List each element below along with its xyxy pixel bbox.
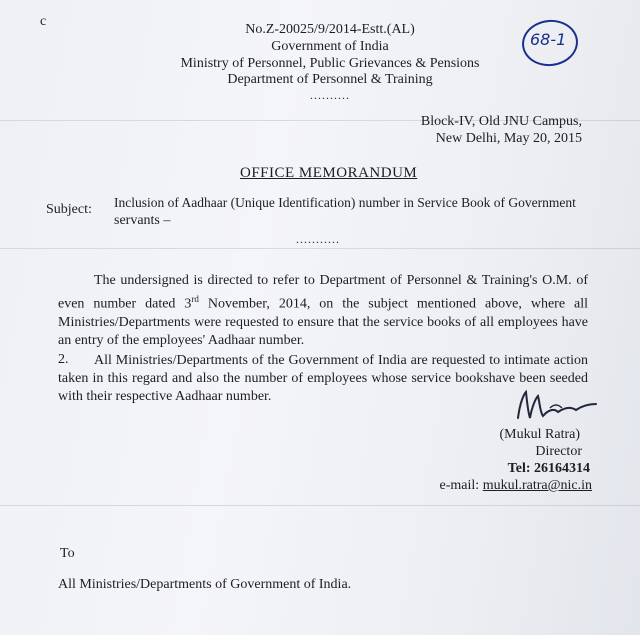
- government-line: Government of India: [271, 39, 389, 54]
- corner-mark: c: [40, 14, 47, 29]
- signatory-email: [440, 478, 592, 494]
- department-line: Department of Personnel & Training: [227, 72, 433, 87]
- ministry-line: Ministry of Personnel, Public Grievances & Pensions: [180, 56, 480, 71]
- paragraph-1-text: The undersigned is directed to refer to Department of Personnel & Training's O.M. of even number dated 3: [58, 273, 588, 312]
- address-date: New Delhi, May 20, 2015: [435, 131, 582, 146]
- handwritten-number: 68-1: [530, 30, 567, 49]
- signature-scribble: [510, 388, 600, 428]
- file-number: No.Z-20025/9/2014-Estt.(AL): [245, 22, 415, 37]
- subject-dots: ...........: [296, 232, 340, 246]
- header-dots: ..........: [310, 88, 350, 102]
- paragraph-2: All Ministries/Departments of the Government of India are requested to intimate action taken in this regard and also the number of employees whose service bookshave been seeded with their respective Aadhaar number.: [58, 353, 588, 404]
- to-label: To: [60, 546, 75, 561]
- paper-crease: [0, 505, 640, 506]
- paper-crease: [0, 248, 640, 249]
- signatory-designation: Director: [535, 444, 582, 459]
- memo-title: OFFICE MEMORANDUM: [240, 165, 418, 181]
- address-line-1: Block-IV, Old JNU Campus,: [420, 114, 582, 129]
- subject-line-1: Inclusion of Aadhaar (Unique Identification) number in Service Book of Government: [114, 195, 576, 210]
- addressee: All Ministries/Departments of Government of India.: [58, 577, 352, 592]
- paragraph-1-sup: rd: [191, 294, 199, 304]
- paragraph-1-text-cont: November, 2014, on the subject mentioned above, where all Ministries/Departments were requested to ensure that the service books of all employees have an entry of the employees' Aadhaar number.: [58, 296, 588, 348]
- signatory-name: (Mukul Ratra): [499, 427, 580, 442]
- email-label: e-mail:: [439, 478, 483, 493]
- email-link[interactable]: mukul.ratra@nic.in: [482, 478, 592, 493]
- subject-label: Subject:: [46, 202, 92, 217]
- signatory-tel: Tel: 26164314: [507, 461, 590, 476]
- paragraph-2-number: 2.: [58, 352, 69, 367]
- subject-line-2: servants –: [114, 213, 171, 228]
- paragraph-1: [58, 272, 588, 350]
